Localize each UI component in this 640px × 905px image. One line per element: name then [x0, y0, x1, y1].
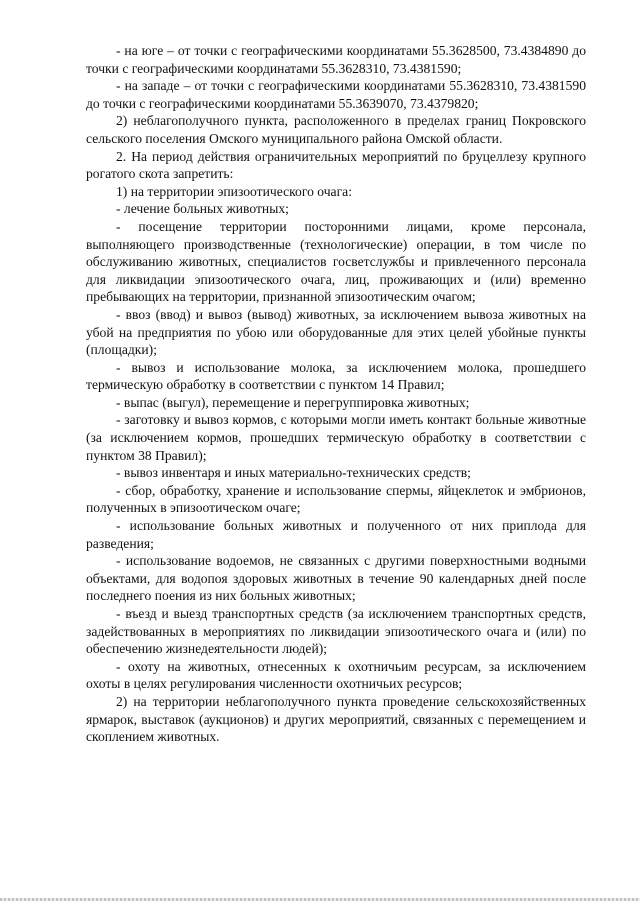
paragraph-unfavorable-point: 2) неблагополучного пункта, расположенного в пределах границ Покровского сельского поселения Омского муниципального района Омской области. [86, 113, 586, 146]
list-item: - вывоз и использование молока, за исключением молока, прошедшего термическую обработку в соответствии с пунктом 14 Правил; [86, 359, 586, 393]
document-page [86, 42, 586, 746]
paragraph-item-1: 1) на территории эпизоотического очага: [116, 183, 352, 199]
list-item: - посещение территории посторонними лицами, кроме персонала, выполняющего производственные (технологические) операции, в том числе по обслуживанию животных, специалистов госветслужбы и привлеченного персонала для ликвидации эпизоотического очага, лиц, проживающих и (или) временно пребывающих на территории, признанной эпизоотическим очагом; [86, 218, 586, 305]
list-item: - ввоз (ввод) и вывоз (вывод) животных, за исключением вывоза животных на убой на предприятия по убою или оборудованные для этих целей убойные пункты (площадки); [86, 306, 586, 358]
scan-edge-noise [0, 898, 640, 901]
list-item: - сбор, обработку, хранение и использование спермы, яйцеклеток и эмбрионов, полученных в эпизоотическом очаге; [86, 482, 586, 516]
list-item: - вывоз инвентаря и иных материально-технических средств; [116, 465, 471, 481]
list-item: - использование водоемов, не связанных с другими поверхностными водными объектами, для водопоя здоровых животных в течение 90 календарных дней после последнего поения из них больных животных; [86, 553, 586, 604]
paragraph-item-2: 2) на территории неблагополучного пункта проведение сельскохозяйственных ярмарок, выставок (аукционов) и других мероприятий, связанных с перемещением и скоплением животных. [86, 693, 586, 745]
list-item: - выпас (выгул), перемещение и перегруппировка животных; [116, 394, 470, 410]
list-item: - лечение больных животных; [116, 201, 289, 217]
paragraph-section-2: 2. На период действия ограничительных мероприятий по бруцеллезу крупного рогатого скота запретить: [86, 148, 586, 182]
paragraph-west-coordinates: - на западе – от точки с географическими координатами 55.3628310, 73.4381590 до точки с географическими координатами 55.3639070, 73.4379820; [86, 78, 586, 111]
list-item: - охоту на животных, отнесенных к охотничьим ресурсам, за исключением охоты в целях регулирования численности охотничьих ресурсов; [86, 658, 586, 692]
list-item: - использование больных животных и полученного от них приплода для разведения; [86, 518, 586, 551]
list-item: - въезд и выезд транспортных средств (за исключением транспортных средств, задействованных в мероприятиях по ликвидации эпизоотического очага и (или) по обеспечению жизнедеятельности людей); [86, 606, 586, 657]
paragraph-south-coordinates: - на юге – от точки с географическими координатами 55.3628500, 73.4384890 до точки с географическими координатами 55.3628310, 73.4381590; [86, 43, 586, 76]
list-item: - заготовку и вывоз кормов, с которыми могли иметь контакт больные животные (за исключением кормов, прошедших термическую обработку в соответствии с пунктом 38 Правил); [86, 412, 586, 463]
